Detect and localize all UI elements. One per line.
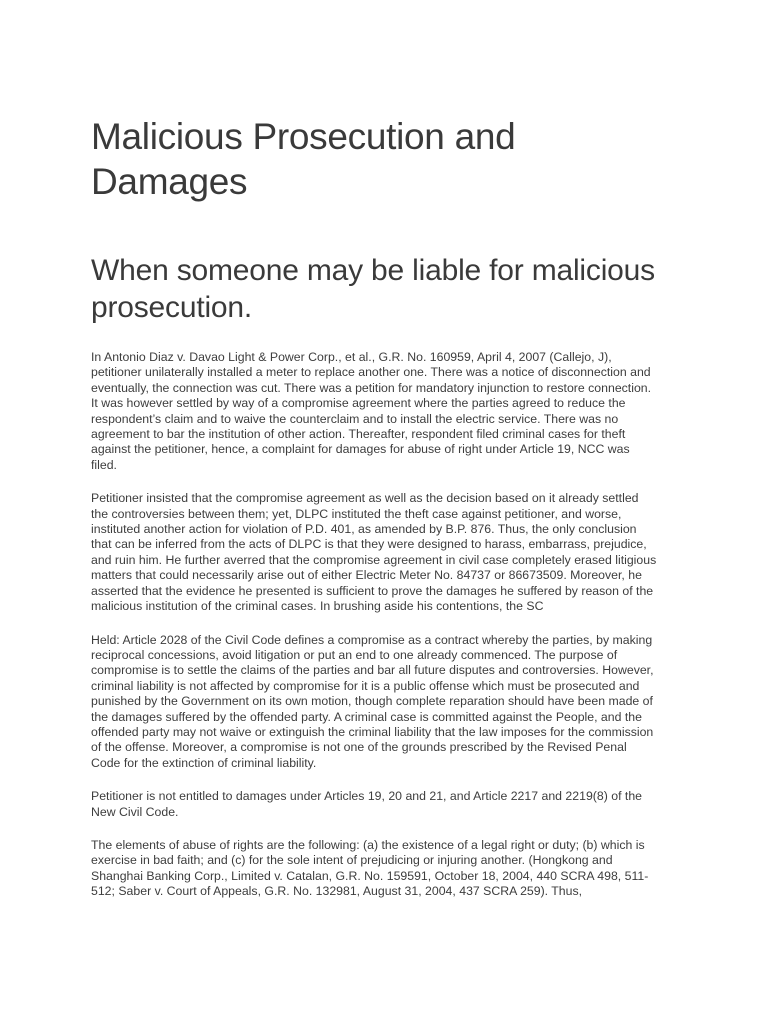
paragraph-4: Petitioner is not entitled to damages under Articles 19, 20 and 21, and Article 2217 and 2219(8) of the New Civil Code. [91, 789, 642, 819]
document-subtitle: When someone may be liable for malicious prosecution. [91, 254, 655, 324]
paragraph-3: Held: Article 2028 of the Civil Code defines a compromise as a contract whereby the parties, by making reciprocal concessions, avoid litigation or put an end to one already commenced. The purpose of compromise is to settle the claims of the parties and bar all future disputes and controversies. However, criminal liability is not affected by compromise for it is a public offense which must be prosecuted and punished by the Government on its own motion, though complete reparation should have been made of the damages suffered by the offended party. A criminal case is committed against the People, and the offended party may not waive or extinguish the criminal liability that the law imposes for the commission of the offense. Moreover, a compromise is not one of the grounds prescribed by the Revised Penal Code for the extinction of criminal liability. [91, 632, 654, 770]
paragraph-5: The elements of abuse of rights are the following: (a) the existence of a legal right or duty; (b) which is exercise in bad faith; and (c) for the sole intent of prejudicing or injuring another. (Hongkong and Shanghai Banking Corp., Limited v. Catalan, G.R. No. 159591, October 18, 2004, 440 SCRA 498, 511-512; Saber v. Court of Appeals, G.R. No. 132981, August 31, 2004, 437 SCRA 259). Thus, [91, 837, 649, 899]
paragraph-1: In Antonio Diaz v. Davao Light & Power Corp., et al., G.R. No. 160959, April 4, 2007 (Callejo, J), petitioner unilaterally installed a meter to replace another one. There was a notice of disconnection and eventually, the connection was cut. There was a petition for mandatory injunction to restore connection. It was however settled by way of a compromise agreement where the parties agreed to reduce the respondent’s claim and to waive the counterclaim and to install the electric service. There was no agreement to bar the institution of other action. Thereafter, respondent filed criminal cases for theft against the petitioner, hence, a complaint for damages for abuse of right under Article 19, NCC was filed. [91, 350, 652, 472]
document-page [91, 114, 657, 900]
paragraph-2: Petitioner insisted that the compromise agreement as well as the decision based on it already settled the controversies between them; yet, DLPC instituted the theft case against petitioner, and worse, instituted another action for violation of P.D. 401, as amended by B.P. 876. Thus, the only conclusion that can be inferred from the acts of DLPC is that they were designed to harass, embarrass, prejudice, and ruin him. He further averred that the compromise agreement in civil case completely erased litigious matters that could necessarily arise out of either Electric Meter No. 84737 or 86673509. Moreover, he asserted that the evidence he presented is sufficient to prove the damages he suffered by reason of the malicious institution of the criminal cases. In brushing aside his contentions, the SC [91, 491, 657, 614]
document-title: Malicious Prosecution and Damages [91, 116, 516, 202]
